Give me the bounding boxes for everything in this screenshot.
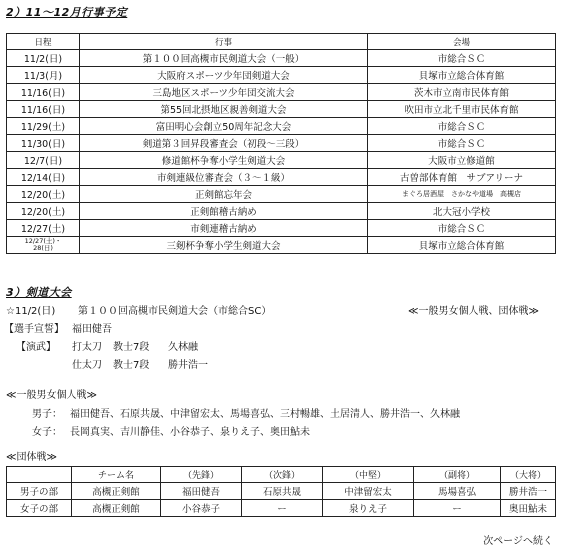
demo-rank: 教士7段: [113, 360, 150, 371]
row-event: 正剣館稽古納め: [80, 203, 368, 220]
table-row: [7, 237, 556, 254]
row-event: 第55回北摂地区親善剣道大会: [80, 101, 368, 118]
row-date: 11/29(土): [7, 118, 80, 135]
team-cell: 馬場喜弘: [414, 483, 501, 500]
row-venue: 市総合ＳＣ: [368, 135, 556, 152]
schedule-section-title: 2）11～12月行事予定: [6, 6, 128, 19]
row-date: 12/20(土): [7, 186, 80, 203]
continued-next-page: 次ページへ続く: [483, 536, 553, 547]
oath-label: 【選手宣誓】: [4, 324, 64, 335]
team-cell: ー: [242, 500, 323, 517]
row-date: 11/16(日): [7, 101, 80, 118]
row-event: 第１００回高槻市民剣道大会（一般）: [80, 50, 368, 67]
row-venue: 吹田市立北千里市民体育館: [368, 101, 556, 118]
table-row: [7, 84, 556, 101]
row-event: 修道館杯争奪小学生剣道大会: [80, 152, 368, 169]
row-event: 剣道第３回昇段審査会（初段～三段）: [80, 135, 368, 152]
team-cell: 男子の部: [7, 483, 72, 500]
table-row: [7, 152, 556, 169]
team-header-cell: （大将）: [501, 467, 556, 483]
individual-title: ≪一般男女個人戦≫: [6, 390, 97, 401]
oath-name: 福田健吾: [72, 324, 112, 335]
table-row: [7, 67, 556, 84]
row-venue: 北大冠小学校: [368, 203, 556, 220]
demo-name: 勝井浩一: [168, 360, 208, 371]
row-event: 正剣館忘年会: [80, 186, 368, 203]
tournament-date: ☆11/2(日): [6, 306, 56, 317]
row-date: 11/2(日): [7, 50, 80, 67]
table-row: [7, 135, 556, 152]
team-cell: ー: [414, 500, 501, 517]
row-event: 三島地区スポーツ少年団交流大会: [80, 84, 368, 101]
row-event: 三剱杯争奪小学生剣道大会: [80, 237, 368, 254]
demo-role: 打太刀: [72, 342, 102, 353]
team-header-row: [7, 467, 556, 483]
table-row: [7, 483, 556, 500]
team-header-cell: （次鋒）: [242, 467, 323, 483]
row-venue: 茨木市立南市民体育館: [368, 84, 556, 101]
team-header-cell: [7, 467, 72, 483]
team-header-cell: チーム名: [72, 467, 161, 483]
team-table: [6, 466, 556, 517]
demo-label: 【演武】: [16, 342, 56, 353]
table-row: [7, 101, 556, 118]
row-date: 12/14(日): [7, 169, 80, 186]
team-cell: 高槻正剣館: [72, 500, 161, 517]
row-event: 富田明心会創立50周年記念大会: [80, 118, 368, 135]
row-venue: 貝塚市立総合体育館: [368, 67, 556, 84]
team-cell: 小谷恭子: [161, 500, 242, 517]
team-header-cell: （副将）: [414, 467, 501, 483]
demo-rank: 教士7段: [113, 342, 150, 353]
row-venue: 市総合ＳＣ: [368, 118, 556, 135]
schedule-header-row: [7, 34, 556, 50]
women-label: 女子：: [32, 427, 62, 438]
team-cell: 女子の部: [7, 500, 72, 517]
demo-role: 仕太刀: [72, 360, 102, 371]
row-date: 12/27(土)・28(日): [24, 237, 62, 252]
row-date: 12/7(日): [7, 152, 80, 169]
schedule-table: [6, 33, 556, 254]
row-venue: 古曽部体育館 サブアリーナ: [368, 169, 556, 186]
row-event: 市剣連稽古納め: [80, 220, 368, 237]
team-cell: 勝井浩一: [501, 483, 556, 500]
row-venue: 市総合ＳＣ: [368, 220, 556, 237]
team-cell: 高槻正剣館: [72, 483, 161, 500]
team-cell: 福田健吾: [161, 483, 242, 500]
men-names: 福田健吾、石原共晟、中津留宏太、馬場喜弘、三村暢雄、土居清人、勝井浩一、久林融: [70, 409, 460, 420]
row-venue: まぐろ居酒屋 さかなや道場 高槻店: [368, 186, 556, 203]
header-date: 日程: [7, 34, 80, 50]
team-cell: 泉りえ子: [323, 500, 414, 517]
table-row: [7, 50, 556, 67]
tournament-name: 第１００回高槻市民剣道大会（市総合SC）: [78, 306, 272, 317]
demo-name: 久林融: [168, 342, 198, 353]
row-date: 12/27(土): [7, 220, 80, 237]
tournament-type: ≪一般男女個人戦、団体戦≫: [408, 306, 539, 317]
team-cell: 奥田鮎未: [501, 500, 556, 517]
row-date: 11/16(日): [7, 84, 80, 101]
table-row: [7, 186, 556, 203]
women-names: 長岡真実、吉川静佳、小谷恭子、泉りえ子、奥田鮎未: [70, 427, 310, 438]
team-cell: 石原共晟: [242, 483, 323, 500]
tournament-section-title: 3）剣道大会: [6, 286, 72, 299]
row-venue: 大阪市立修道館: [368, 152, 556, 169]
table-row: [7, 118, 556, 135]
row-venue: 市総合ＳＣ: [368, 50, 556, 67]
row-date: 11/30(日): [7, 135, 80, 152]
header-event: 行事: [80, 34, 368, 50]
row-date: 12/20(土): [7, 203, 80, 220]
header-venue: 会場: [368, 34, 556, 50]
team-title: ≪団体戦≫: [6, 452, 57, 463]
team-cell: 中津留宏太: [323, 483, 414, 500]
table-row: [7, 500, 556, 517]
team-header-cell: （中堅）: [323, 467, 414, 483]
table-row: [7, 220, 556, 237]
row-date: 11/3(月): [7, 67, 80, 84]
men-label: 男子：: [32, 409, 62, 420]
table-row: [7, 203, 556, 220]
row-event: 市剣連級位審査会（３～１級）: [80, 169, 368, 186]
table-row: [7, 169, 556, 186]
team-header-cell: （先鋒）: [161, 467, 242, 483]
row-venue: 貝塚市立総合体育館: [368, 237, 556, 254]
row-event: 大阪府スポーツ少年団剣道大会: [80, 67, 368, 84]
